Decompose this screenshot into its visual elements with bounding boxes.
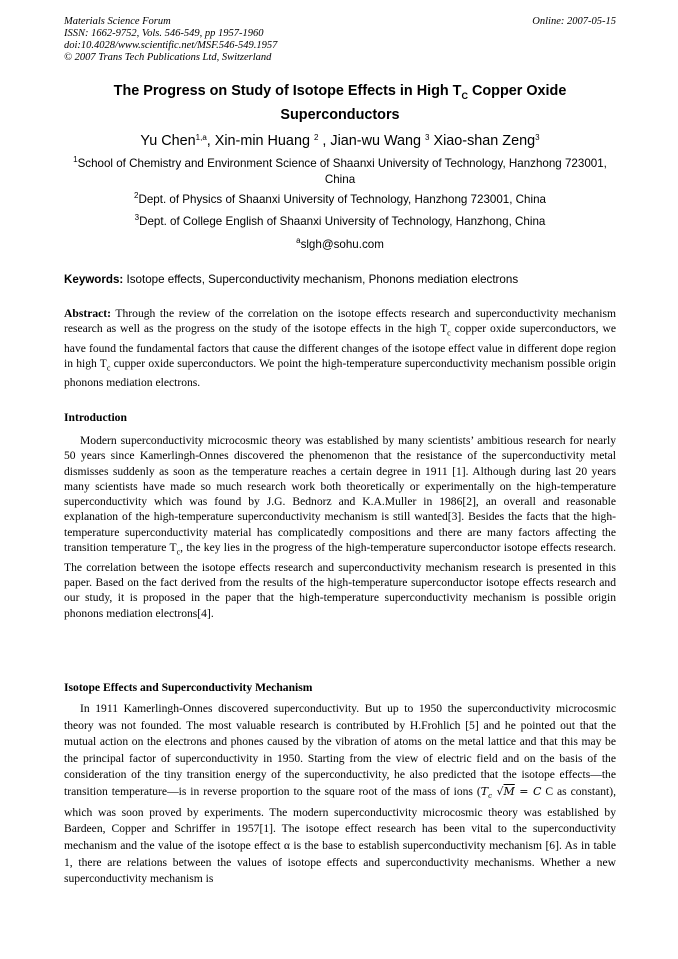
copyright-line: © 2007 Trans Tech Publications Ltd, Switzerland	[64, 52, 272, 63]
keywords-label: Keywords:	[64, 273, 124, 286]
isotope-effects-paragraph	[64, 701, 616, 888]
affiliation-3-text: Dept. of College English of Shaanxi University of Technology, Hanzhong, China	[139, 215, 546, 228]
abstract-text-2: copper oxide superconductors, we have found the fundamental factors that cause the different changes of the isotope effect value in different dope region in high T	[64, 322, 616, 370]
author-4-sup: 3	[535, 133, 540, 142]
author-3: , Jian-wu Wang	[318, 133, 426, 149]
affiliation-1-text: School of Chemistry and Environment Science of Shaanxi University of Technology, Hanzhong 723001, China	[77, 157, 607, 186]
online-date: Online: 2007-05-15	[532, 16, 616, 27]
author-4: Xiao-shan Zeng	[429, 133, 536, 149]
author-1: Yu Chen	[140, 133, 196, 149]
affiliation-2-text: Dept. of Physics of Shaanxi University of Technology, Hanzhong 723001, China	[138, 193, 546, 206]
abstract-text-1: Through the review of the correlation on the isotope effects research and superconductivity mechanism research as well as the progress on the study of the isotope effects in the high T	[64, 307, 616, 336]
sqrt-icon: √	[491, 784, 504, 798]
title-subscript: C	[461, 90, 468, 101]
section2-text-1: In 1911 Kamerlingh-Onnes discovered superconductivity. But up to 1950 the superconductivity microcosmic theory was not founded. The most valuable research is contributed by H.Frohlich [5] and he pointed out that the mutual action on the electrons and phones caused by the vibration of atoms on the metal lattice and that this may be the principal factor of superconductivity in 1950. Starting from the view of electric field and on the basis of the consideration of the tiny transition energy of the superconductivity, he also predicted that the isotope effects—the transition temperature—is in reverse proportion to the square root of the mass of ions (	[64, 702, 616, 798]
section-heading-introduction: Introduction	[64, 411, 127, 424]
issn-line: ISSN: 1662-9752, Vols. 546-549, pp 1957-1960	[64, 28, 264, 39]
introduction-paragraph	[64, 433, 616, 621]
affiliation-1	[64, 156, 616, 188]
author-list	[64, 132, 616, 150]
title-text-2: Copper Oxide Superconductors	[280, 83, 567, 123]
author-1-sup: 1,a	[195, 133, 207, 142]
author-email	[64, 237, 616, 253]
author-2: , Xin-min Huang	[206, 133, 314, 149]
abstract-label: Abstract:	[64, 307, 112, 320]
abstract-sub-2: c	[106, 363, 111, 373]
abstract-sub-1: c	[447, 328, 451, 338]
author-3-sup: 3	[425, 133, 430, 142]
affiliation-2	[64, 192, 616, 208]
keywords	[64, 272, 616, 288]
affiliation-3-sup: 3	[134, 213, 140, 222]
keywords-text: Isotope effects, Superconductivity mechanism, Phonons mediation electrons	[123, 273, 519, 286]
paper-title	[64, 82, 616, 125]
affiliation-3	[64, 214, 616, 230]
title-text-1: The Progress on Study of Isotope Effects in High T	[113, 83, 462, 99]
eq-t: T	[480, 784, 489, 798]
eq-m: M	[503, 784, 515, 798]
journal-name: Materials Science Forum	[64, 16, 171, 27]
section-heading-isotope-effects: Isotope Effects and Superconductivity Mechanism	[64, 681, 313, 694]
intro-text-2: , the key lies in the progress of the high-temperature superconductor isotope effects research. The correlation between the isotope effects research and superconductivity mechanism research is presented in this paper. Based on the fact derived from the results of the high-temperature superconductor isotope effects research and our study, it is proposed in the paper that the high-temperature superconductivity mechanism is possible origin phonons mediation electrons[4].	[64, 541, 616, 620]
abstract-text-3: cupper oxide superconductors. We point the high-temperature superconductivity mechanism possible origin phonons mediation electrons.	[64, 356, 616, 390]
affiliation-2-sup: 2	[134, 191, 139, 200]
equation-tc-sqrt-m	[480, 784, 542, 801]
doi-line: doi:10.4028/www.scientific.net/MSF.546-549.1957	[64, 40, 278, 51]
journal-header	[64, 16, 616, 64]
eq-c-sub: c	[488, 792, 492, 801]
intro-text-1: Modern superconductivity microcosmic theory was established by many scientists’ ambitious research for nearly 50 years since Kamerlingh-Onnes discovered the phenomenon that the resistance of the superconductivity metal dismisses suddenly as soon as the temperature reaches a certain degree in 1911 [1]. Although during last 20 years many scientists have made so much research work both theoretically or experimentally on the high-temperature superconductivity which was found by J.G. Bednorz and K.A.Muller in 1986[2], an overall and reasonable explanation of the high-temperature superconductivity mechanism is still wanted[3]. Besides the facts that the high-temperature superconductivity material has complicatedly compositions and there are many factors affecting the transition temperature T	[64, 434, 616, 555]
email-sup: a	[296, 236, 301, 245]
abstract	[64, 306, 616, 391]
affiliation-1-sup: 1	[73, 155, 78, 164]
eq-rhs: = C	[514, 784, 542, 798]
email-text: slgh@sohu.com	[300, 238, 384, 251]
section2-text-2: C as constant), which was soon proved by experiments. The modern superconductivity microcosmic theory was established by Bardeen, Copper and Schriffer in 1957[1]. The isotope effect research has been vital to the superconductivity mechanism and the value of the isotope effect α is the base to establish superconductivity mechanism [6]. As in table 1, there are relations between the values of isotope effects and superconductivity mechanisms. Whether a new superconductivity mechanism is	[64, 784, 616, 886]
author-2-sup: 2	[313, 133, 319, 142]
intro-sub-1: c	[176, 547, 181, 557]
